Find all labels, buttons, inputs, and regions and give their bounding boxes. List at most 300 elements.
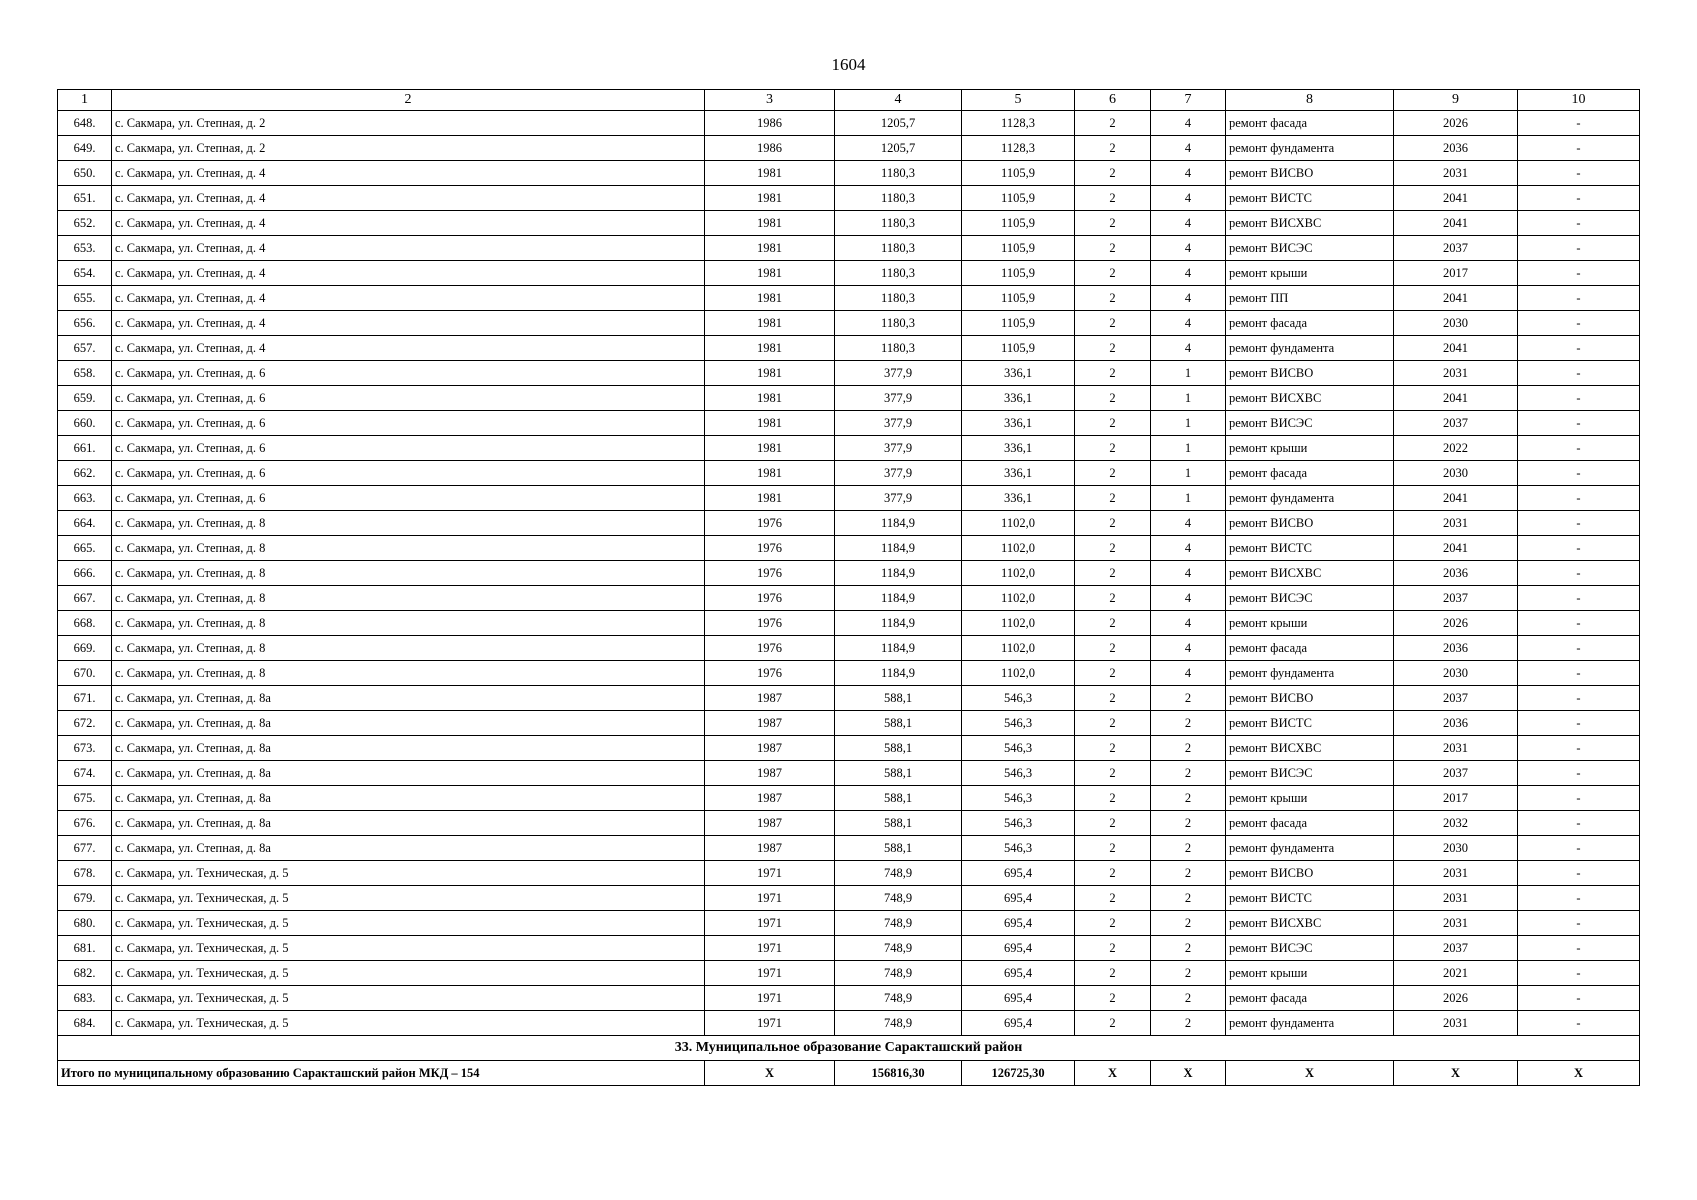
cell-address: с. Сакмара, ул. Степная, д. 6 bbox=[112, 436, 705, 461]
cell-row-number: 648. bbox=[58, 111, 112, 136]
cell-total-area: 1184,9 bbox=[835, 611, 962, 636]
cell-note: - bbox=[1518, 336, 1640, 361]
cell-row-number: 675. bbox=[58, 786, 112, 811]
cell-row-number: 674. bbox=[58, 761, 112, 786]
cell-floors: 2 bbox=[1075, 336, 1151, 361]
cell-entrances: 4 bbox=[1151, 661, 1226, 686]
total-total-area: 156816,30 bbox=[835, 1061, 962, 1086]
cell-repair-year: 2031 bbox=[1394, 511, 1518, 536]
cell-total-area: 377,9 bbox=[835, 411, 962, 436]
cell-row-number: 650. bbox=[58, 161, 112, 186]
cell-note: - bbox=[1518, 861, 1640, 886]
cell-living-area: 546,3 bbox=[962, 686, 1075, 711]
cell-repair-year: 2030 bbox=[1394, 661, 1518, 686]
cell-floors: 2 bbox=[1075, 461, 1151, 486]
cell-total-area: 377,9 bbox=[835, 436, 962, 461]
table-row bbox=[58, 1011, 1640, 1036]
cell-floors: 2 bbox=[1075, 911, 1151, 936]
cell-note: - bbox=[1518, 761, 1640, 786]
cell-build-year: 1987 bbox=[705, 686, 835, 711]
cell-floors: 2 bbox=[1075, 261, 1151, 286]
table-row bbox=[58, 786, 1640, 811]
cell-floors: 2 bbox=[1075, 411, 1151, 436]
cell-note: - bbox=[1518, 561, 1640, 586]
cell-living-area: 336,1 bbox=[962, 411, 1075, 436]
cell-living-area: 1102,0 bbox=[962, 661, 1075, 686]
cell-note: - bbox=[1518, 886, 1640, 911]
cell-work-type: ремонт ВИСХВС bbox=[1226, 561, 1394, 586]
cell-repair-year: 2041 bbox=[1394, 211, 1518, 236]
cell-repair-year: 2030 bbox=[1394, 311, 1518, 336]
cell-work-type: ремонт ПП bbox=[1226, 286, 1394, 311]
cell-work-type: ремонт ВИСЭС bbox=[1226, 411, 1394, 436]
cell-work-type: ремонт ВИСВО bbox=[1226, 511, 1394, 536]
cell-address: с. Сакмара, ул. Степная, д. 8а bbox=[112, 786, 705, 811]
column-header: 2 bbox=[112, 90, 705, 111]
cell-living-area: 336,1 bbox=[962, 386, 1075, 411]
cell-address: с. Сакмара, ул. Степная, д. 6 bbox=[112, 486, 705, 511]
cell-floors: 2 bbox=[1075, 686, 1151, 711]
cell-repair-year: 2017 bbox=[1394, 261, 1518, 286]
cell-note: - bbox=[1518, 311, 1640, 336]
cell-floors: 2 bbox=[1075, 636, 1151, 661]
cell-floors: 2 bbox=[1075, 211, 1151, 236]
cell-address: с. Сакмара, ул. Степная, д. 8а bbox=[112, 686, 705, 711]
cell-row-number: 658. bbox=[58, 361, 112, 386]
cell-work-type: ремонт ВИСЭС bbox=[1226, 586, 1394, 611]
cell-build-year: 1981 bbox=[705, 311, 835, 336]
cell-work-type: ремонт крыши bbox=[1226, 786, 1394, 811]
cell-note: - bbox=[1518, 636, 1640, 661]
cell-address: с. Сакмара, ул. Степная, д. 4 bbox=[112, 236, 705, 261]
cell-row-number: 657. bbox=[58, 336, 112, 361]
cell-entrances: 4 bbox=[1151, 186, 1226, 211]
cell-total-area: 1184,9 bbox=[835, 536, 962, 561]
cell-row-number: 671. bbox=[58, 686, 112, 711]
total-cell: Х bbox=[1518, 1061, 1640, 1086]
cell-address: с. Сакмара, ул. Техническая, д. 5 bbox=[112, 911, 705, 936]
cell-work-type: ремонт ВИСЭС bbox=[1226, 236, 1394, 261]
cell-repair-year: 2031 bbox=[1394, 736, 1518, 761]
cell-build-year: 1971 bbox=[705, 961, 835, 986]
cell-work-type: ремонт ВИСЭС bbox=[1226, 761, 1394, 786]
table-row bbox=[58, 711, 1640, 736]
cell-repair-year: 2037 bbox=[1394, 761, 1518, 786]
cell-entrances: 1 bbox=[1151, 411, 1226, 436]
cell-note: - bbox=[1518, 261, 1640, 286]
table-row bbox=[58, 761, 1640, 786]
cell-note: - bbox=[1518, 686, 1640, 711]
column-header: 9 bbox=[1394, 90, 1518, 111]
cell-living-area: 546,3 bbox=[962, 736, 1075, 761]
cell-note: - bbox=[1518, 361, 1640, 386]
cell-entrances: 2 bbox=[1151, 961, 1226, 986]
cell-row-number: 661. bbox=[58, 436, 112, 461]
cell-entrances: 4 bbox=[1151, 111, 1226, 136]
cell-floors: 2 bbox=[1075, 861, 1151, 886]
cell-address: с. Сакмара, ул. Степная, д. 8 bbox=[112, 611, 705, 636]
cell-row-number: 667. bbox=[58, 586, 112, 611]
cell-note: - bbox=[1518, 911, 1640, 936]
cell-address: с. Сакмара, ул. Степная, д. 8а bbox=[112, 836, 705, 861]
cell-entrances: 4 bbox=[1151, 261, 1226, 286]
cell-total-area: 1180,3 bbox=[835, 286, 962, 311]
cell-living-area: 695,4 bbox=[962, 911, 1075, 936]
cell-row-number: 652. bbox=[58, 211, 112, 236]
cell-build-year: 1971 bbox=[705, 886, 835, 911]
cell-floors: 2 bbox=[1075, 236, 1151, 261]
cell-build-year: 1986 bbox=[705, 111, 835, 136]
cell-note: - bbox=[1518, 736, 1640, 761]
cell-floors: 2 bbox=[1075, 561, 1151, 586]
cell-row-number: 678. bbox=[58, 861, 112, 886]
cell-repair-year: 2036 bbox=[1394, 136, 1518, 161]
table-row bbox=[58, 861, 1640, 886]
cell-address: с. Сакмара, ул. Степная, д. 8 bbox=[112, 661, 705, 686]
cell-note: - bbox=[1518, 236, 1640, 261]
table-row bbox=[58, 536, 1640, 561]
column-header: 10 bbox=[1518, 90, 1640, 111]
capital-repair-table bbox=[57, 89, 1640, 1086]
cell-entrances: 4 bbox=[1151, 236, 1226, 261]
cell-build-year: 1976 bbox=[705, 661, 835, 686]
total-row bbox=[58, 1061, 1640, 1086]
cell-floors: 2 bbox=[1075, 386, 1151, 411]
cell-row-number: 649. bbox=[58, 136, 112, 161]
cell-work-type: ремонт фасада bbox=[1226, 111, 1394, 136]
table-row bbox=[58, 736, 1640, 761]
table-row bbox=[58, 236, 1640, 261]
cell-repair-year: 2036 bbox=[1394, 636, 1518, 661]
column-header: 5 bbox=[962, 90, 1075, 111]
column-header: 8 bbox=[1226, 90, 1394, 111]
cell-total-area: 1205,7 bbox=[835, 111, 962, 136]
cell-row-number: 664. bbox=[58, 511, 112, 536]
cell-address: с. Сакмара, ул. Степная, д. 8 bbox=[112, 586, 705, 611]
page-number: 1604 bbox=[831, 55, 866, 74]
cell-note: - bbox=[1518, 511, 1640, 536]
cell-floors: 2 bbox=[1075, 536, 1151, 561]
cell-living-area: 336,1 bbox=[962, 461, 1075, 486]
cell-build-year: 1981 bbox=[705, 486, 835, 511]
cell-total-area: 1184,9 bbox=[835, 636, 962, 661]
cell-repair-year: 2031 bbox=[1394, 161, 1518, 186]
cell-total-area: 588,1 bbox=[835, 761, 962, 786]
cell-floors: 2 bbox=[1075, 186, 1151, 211]
cell-address: с. Сакмара, ул. Степная, д. 4 bbox=[112, 261, 705, 286]
cell-entrances: 2 bbox=[1151, 911, 1226, 936]
cell-repair-year: 2032 bbox=[1394, 811, 1518, 836]
cell-note: - bbox=[1518, 161, 1640, 186]
cell-entrances: 2 bbox=[1151, 761, 1226, 786]
cell-work-type: ремонт ВИСТС bbox=[1226, 886, 1394, 911]
cell-living-area: 1105,9 bbox=[962, 211, 1075, 236]
cell-row-number: 676. bbox=[58, 811, 112, 836]
cell-floors: 2 bbox=[1075, 436, 1151, 461]
cell-row-number: 654. bbox=[58, 261, 112, 286]
cell-total-area: 1205,7 bbox=[835, 136, 962, 161]
cell-repair-year: 2036 bbox=[1394, 711, 1518, 736]
cell-total-area: 1180,3 bbox=[835, 186, 962, 211]
cell-floors: 2 bbox=[1075, 1011, 1151, 1036]
cell-address: с. Сакмара, ул. Степная, д. 6 bbox=[112, 386, 705, 411]
section-title-row bbox=[58, 1036, 1640, 1061]
cell-work-type: ремонт крыши bbox=[1226, 611, 1394, 636]
cell-repair-year: 2041 bbox=[1394, 336, 1518, 361]
cell-entrances: 1 bbox=[1151, 386, 1226, 411]
cell-work-type: ремонт фундамента bbox=[1226, 1011, 1394, 1036]
cell-floors: 2 bbox=[1075, 486, 1151, 511]
cell-living-area: 1102,0 bbox=[962, 636, 1075, 661]
cell-build-year: 1981 bbox=[705, 336, 835, 361]
cell-living-area: 336,1 bbox=[962, 361, 1075, 386]
cell-note: - bbox=[1518, 486, 1640, 511]
cell-floors: 2 bbox=[1075, 111, 1151, 136]
cell-entrances: 2 bbox=[1151, 886, 1226, 911]
cell-row-number: 659. bbox=[58, 386, 112, 411]
cell-entrances: 4 bbox=[1151, 161, 1226, 186]
cell-build-year: 1976 bbox=[705, 586, 835, 611]
cell-entrances: 4 bbox=[1151, 536, 1226, 561]
cell-build-year: 1981 bbox=[705, 161, 835, 186]
cell-address: с. Сакмара, ул. Техническая, д. 5 bbox=[112, 986, 705, 1011]
cell-repair-year: 2031 bbox=[1394, 361, 1518, 386]
table-row bbox=[58, 561, 1640, 586]
cell-build-year: 1981 bbox=[705, 186, 835, 211]
cell-note: - bbox=[1518, 961, 1640, 986]
cell-address: с. Сакмара, ул. Степная, д. 8а bbox=[112, 761, 705, 786]
cell-living-area: 695,4 bbox=[962, 936, 1075, 961]
table-row bbox=[58, 661, 1640, 686]
cell-build-year: 1987 bbox=[705, 711, 835, 736]
cell-floors: 2 bbox=[1075, 736, 1151, 761]
table-row bbox=[58, 886, 1640, 911]
table-row bbox=[58, 836, 1640, 861]
cell-work-type: ремонт ВИСВО bbox=[1226, 686, 1394, 711]
cell-entrances: 4 bbox=[1151, 511, 1226, 536]
cell-note: - bbox=[1518, 286, 1640, 311]
cell-entrances: 4 bbox=[1151, 286, 1226, 311]
cell-total-area: 1180,3 bbox=[835, 336, 962, 361]
cell-work-type: ремонт ВИСХВС bbox=[1226, 211, 1394, 236]
cell-build-year: 1976 bbox=[705, 511, 835, 536]
table-row bbox=[58, 686, 1640, 711]
cell-entrances: 1 bbox=[1151, 461, 1226, 486]
cell-repair-year: 2030 bbox=[1394, 461, 1518, 486]
cell-total-area: 1180,3 bbox=[835, 311, 962, 336]
cell-total-area: 1184,9 bbox=[835, 511, 962, 536]
cell-total-area: 1184,9 bbox=[835, 586, 962, 611]
cell-build-year: 1971 bbox=[705, 911, 835, 936]
cell-work-type: ремонт фасада bbox=[1226, 461, 1394, 486]
cell-total-area: 377,9 bbox=[835, 486, 962, 511]
cell-row-number: 683. bbox=[58, 986, 112, 1011]
cell-living-area: 546,3 bbox=[962, 836, 1075, 861]
table-row bbox=[58, 636, 1640, 661]
cell-address: с. Сакмара, ул. Степная, д. 8 bbox=[112, 561, 705, 586]
cell-total-area: 748,9 bbox=[835, 911, 962, 936]
cell-work-type: ремонт ВИСВО bbox=[1226, 161, 1394, 186]
cell-total-area: 748,9 bbox=[835, 861, 962, 886]
cell-entrances: 4 bbox=[1151, 586, 1226, 611]
cell-build-year: 1986 bbox=[705, 136, 835, 161]
cell-work-type: ремонт крыши bbox=[1226, 961, 1394, 986]
cell-row-number: 682. bbox=[58, 961, 112, 986]
cell-row-number: 681. bbox=[58, 936, 112, 961]
cell-floors: 2 bbox=[1075, 511, 1151, 536]
cell-repair-year: 2037 bbox=[1394, 936, 1518, 961]
cell-row-number: 665. bbox=[58, 536, 112, 561]
cell-repair-year: 2037 bbox=[1394, 411, 1518, 436]
table-row bbox=[58, 436, 1640, 461]
cell-living-area: 336,1 bbox=[962, 486, 1075, 511]
cell-build-year: 1971 bbox=[705, 1011, 835, 1036]
cell-row-number: 679. bbox=[58, 886, 112, 911]
cell-repair-year: 2041 bbox=[1394, 536, 1518, 561]
cell-repair-year: 2026 bbox=[1394, 611, 1518, 636]
table-row bbox=[58, 461, 1640, 486]
cell-work-type: ремонт фундамента bbox=[1226, 836, 1394, 861]
table-row bbox=[58, 511, 1640, 536]
cell-note: - bbox=[1518, 986, 1640, 1011]
cell-work-type: ремонт ВИСЭС bbox=[1226, 936, 1394, 961]
cell-row-number: 666. bbox=[58, 561, 112, 586]
cell-repair-year: 2031 bbox=[1394, 886, 1518, 911]
cell-living-area: 1128,3 bbox=[962, 136, 1075, 161]
table-row bbox=[58, 961, 1640, 986]
cell-total-area: 748,9 bbox=[835, 986, 962, 1011]
cell-floors: 2 bbox=[1075, 761, 1151, 786]
cell-address: с. Сакмара, ул. Техническая, д. 5 bbox=[112, 961, 705, 986]
cell-build-year: 1981 bbox=[705, 211, 835, 236]
cell-total-area: 1180,3 bbox=[835, 211, 962, 236]
cell-living-area: 695,4 bbox=[962, 1011, 1075, 1036]
cell-build-year: 1981 bbox=[705, 261, 835, 286]
column-numbers-row bbox=[58, 90, 1640, 111]
cell-living-area: 546,3 bbox=[962, 761, 1075, 786]
cell-floors: 2 bbox=[1075, 136, 1151, 161]
cell-living-area: 1102,0 bbox=[962, 586, 1075, 611]
cell-work-type: ремонт ВИСТС bbox=[1226, 536, 1394, 561]
cell-address: с. Сакмара, ул. Степная, д. 4 bbox=[112, 311, 705, 336]
cell-row-number: 677. bbox=[58, 836, 112, 861]
total-cell: Х bbox=[1226, 1061, 1394, 1086]
cell-entrances: 2 bbox=[1151, 861, 1226, 886]
cell-entrances: 1 bbox=[1151, 486, 1226, 511]
cell-living-area: 695,4 bbox=[962, 961, 1075, 986]
cell-build-year: 1981 bbox=[705, 286, 835, 311]
cell-repair-year: 2037 bbox=[1394, 586, 1518, 611]
cell-total-area: 1180,3 bbox=[835, 261, 962, 286]
cell-row-number: 673. bbox=[58, 736, 112, 761]
table-row bbox=[58, 911, 1640, 936]
cell-total-area: 748,9 bbox=[835, 936, 962, 961]
cell-repair-year: 2030 bbox=[1394, 836, 1518, 861]
cell-living-area: 695,4 bbox=[962, 986, 1075, 1011]
cell-repair-year: 2031 bbox=[1394, 861, 1518, 886]
cell-work-type: ремонт ВИСХВС bbox=[1226, 911, 1394, 936]
cell-address: с. Сакмара, ул. Степная, д. 8а bbox=[112, 711, 705, 736]
cell-total-area: 1180,3 bbox=[835, 236, 962, 261]
cell-note: - bbox=[1518, 436, 1640, 461]
cell-entrances: 2 bbox=[1151, 686, 1226, 711]
cell-entrances: 2 bbox=[1151, 1011, 1226, 1036]
cell-row-number: 680. bbox=[58, 911, 112, 936]
cell-address: с. Сакмара, ул. Техническая, д. 5 bbox=[112, 861, 705, 886]
cell-row-number: 684. bbox=[58, 1011, 112, 1036]
cell-row-number: 670. bbox=[58, 661, 112, 686]
cell-entrances: 4 bbox=[1151, 211, 1226, 236]
cell-repair-year: 2037 bbox=[1394, 686, 1518, 711]
cell-repair-year: 2026 bbox=[1394, 111, 1518, 136]
cell-build-year: 1976 bbox=[705, 611, 835, 636]
cell-floors: 2 bbox=[1075, 811, 1151, 836]
cell-row-number: 653. bbox=[58, 236, 112, 261]
cell-note: - bbox=[1518, 936, 1640, 961]
cell-work-type: ремонт крыши bbox=[1226, 261, 1394, 286]
cell-build-year: 1981 bbox=[705, 236, 835, 261]
column-header: 1 bbox=[58, 90, 112, 111]
cell-address: с. Сакмара, ул. Степная, д. 4 bbox=[112, 211, 705, 236]
cell-build-year: 1987 bbox=[705, 836, 835, 861]
cell-work-type: ремонт фасада bbox=[1226, 986, 1394, 1011]
cell-repair-year: 2041 bbox=[1394, 286, 1518, 311]
cell-note: - bbox=[1518, 386, 1640, 411]
cell-work-type: ремонт ВИСВО bbox=[1226, 861, 1394, 886]
cell-work-type: ремонт ВИСХВС bbox=[1226, 736, 1394, 761]
cell-living-area: 1105,9 bbox=[962, 336, 1075, 361]
table-row bbox=[58, 111, 1640, 136]
cell-build-year: 1987 bbox=[705, 811, 835, 836]
cell-entrances: 1 bbox=[1151, 436, 1226, 461]
cell-row-number: 656. bbox=[58, 311, 112, 336]
cell-note: - bbox=[1518, 836, 1640, 861]
table-row bbox=[58, 486, 1640, 511]
cell-total-area: 748,9 bbox=[835, 961, 962, 986]
cell-address: с. Сакмара, ул. Степная, д. 2 bbox=[112, 136, 705, 161]
cell-floors: 2 bbox=[1075, 836, 1151, 861]
cell-note: - bbox=[1518, 711, 1640, 736]
cell-floors: 2 bbox=[1075, 361, 1151, 386]
cell-repair-year: 2041 bbox=[1394, 186, 1518, 211]
cell-total-area: 588,1 bbox=[835, 686, 962, 711]
cell-entrances: 2 bbox=[1151, 736, 1226, 761]
cell-address: с. Сакмара, ул. Степная, д. 8а bbox=[112, 736, 705, 761]
cell-row-number: 662. bbox=[58, 461, 112, 486]
cell-note: - bbox=[1518, 461, 1640, 486]
cell-repair-year: 2041 bbox=[1394, 486, 1518, 511]
cell-entrances: 2 bbox=[1151, 811, 1226, 836]
cell-row-number: 672. bbox=[58, 711, 112, 736]
cell-living-area: 695,4 bbox=[962, 861, 1075, 886]
cell-address: с. Сакмара, ул. Степная, д. 6 bbox=[112, 461, 705, 486]
table-row bbox=[58, 136, 1640, 161]
cell-total-area: 588,1 bbox=[835, 786, 962, 811]
cell-floors: 2 bbox=[1075, 286, 1151, 311]
cell-build-year: 1976 bbox=[705, 536, 835, 561]
cell-floors: 2 bbox=[1075, 786, 1151, 811]
section-title: 33. Муниципальное образование Саракташский район bbox=[58, 1036, 1640, 1061]
cell-note: - bbox=[1518, 611, 1640, 636]
cell-total-area: 748,9 bbox=[835, 886, 962, 911]
table-row bbox=[58, 586, 1640, 611]
cell-build-year: 1971 bbox=[705, 986, 835, 1011]
cell-floors: 2 bbox=[1075, 986, 1151, 1011]
column-header: 6 bbox=[1075, 90, 1151, 111]
cell-work-type: ремонт ВИСВО bbox=[1226, 361, 1394, 386]
cell-living-area: 1105,9 bbox=[962, 186, 1075, 211]
cell-total-area: 588,1 bbox=[835, 811, 962, 836]
